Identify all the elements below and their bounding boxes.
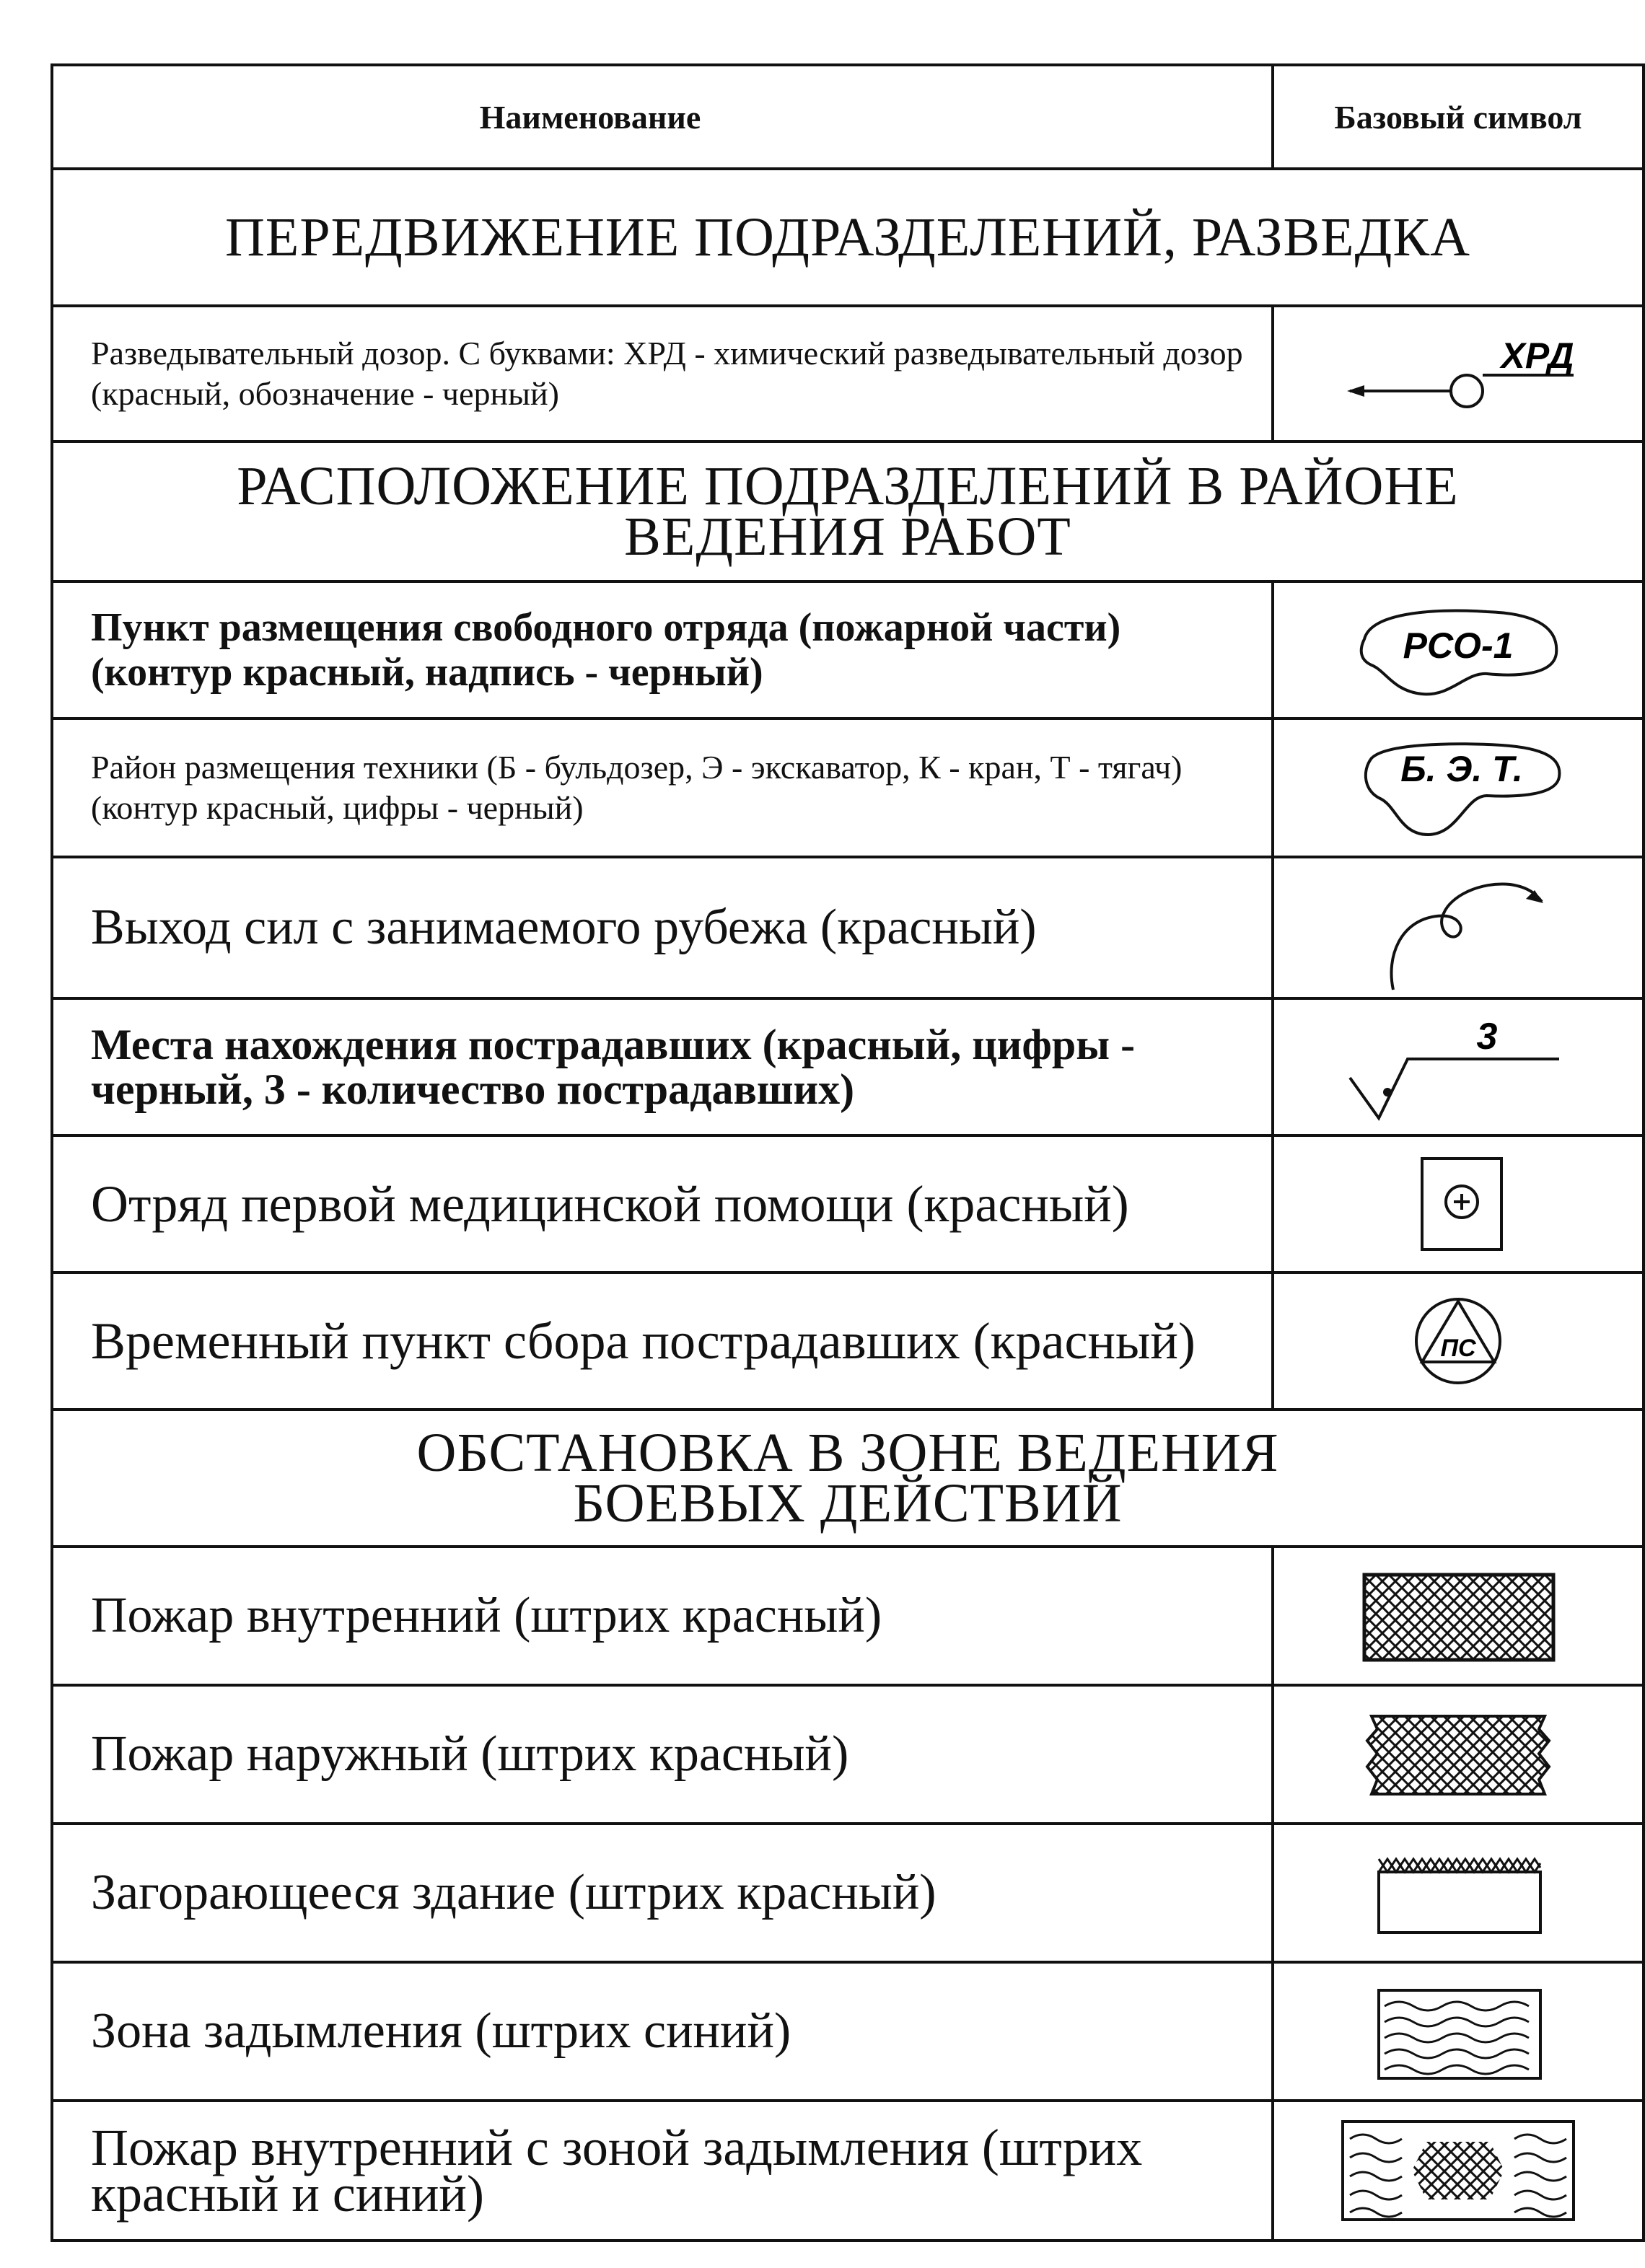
table-row xyxy=(52,1962,1644,2101)
table-row xyxy=(52,1685,1644,1824)
fire-with-smoke-icon xyxy=(1321,2113,1595,2228)
table-row xyxy=(52,1273,1644,1410)
table-row xyxy=(52,998,1644,1135)
header-name: Наименование xyxy=(52,65,1273,169)
section-title: ПЕРЕДВИЖЕНИЕ ПОДРАЗДЕЛЕНИЙ, РАЗВЕДКА xyxy=(52,169,1644,306)
medical-cross-icon xyxy=(1386,1150,1530,1258)
table-row xyxy=(52,306,1644,441)
section-deployment xyxy=(52,441,1644,581)
section-title-line1: РАСПОЛОЖЕНИЕ ПОДРАЗДЕЛЕНИЙ В РАЙОНЕ xyxy=(237,456,1459,517)
row-description: Выход сил с занимаемого рубежа (красный) xyxy=(91,900,1037,955)
row-description: Временный пункт сбора пострадавших (красный) xyxy=(91,1312,1196,1370)
casualty-mark-icon xyxy=(1343,1013,1574,1121)
legend-table xyxy=(51,63,1645,2242)
section-title-line2: ВЕДЕНИЯ РАБОТ xyxy=(624,506,1071,567)
section-situation xyxy=(52,1410,1644,1547)
row-description: Пожар внутренний с зоной задымления (штрих красный и синий) xyxy=(91,2119,1143,2223)
symbol-label: РСО-1 xyxy=(1403,625,1514,666)
symbol-label: Б. Э. Т. xyxy=(1400,749,1523,789)
row-description: Разведывательный дозор. С буквами: ХРД - химический разведывательный дозор (красный, обозначение - черный) xyxy=(91,335,1243,412)
symbol-label: 3 xyxy=(1476,1016,1498,1058)
symbol-label: ХРД xyxy=(1501,335,1574,376)
smoke-zone-icon xyxy=(1350,1977,1566,2085)
table-row xyxy=(52,1547,1644,1685)
collection-point-icon xyxy=(1386,1287,1530,1395)
section-movement xyxy=(52,169,1644,306)
row-description: Пожар наружный (штрих красный) xyxy=(91,1726,849,1782)
row-description: Район размещения техники (Б - бульдозер, Э - экскаватор, К - кран, Т - тягач)(контур красный, цифры - черный) xyxy=(91,749,1183,826)
section-title-line1: ОБСТАНОВКА В ЗОНЕ ВЕДЕНИЯ xyxy=(416,1423,1279,1483)
header-symbol: Базовый символ xyxy=(1273,65,1644,169)
row-description: Отряд первой медицинской помощи (красный) xyxy=(91,1175,1129,1233)
curved-arrow-icon xyxy=(1350,863,1566,993)
crosshatch-rect-icon xyxy=(1350,1562,1566,1670)
outline-area-icon xyxy=(1343,596,1574,704)
section-title-line2: БОЕВЫХ ДЕЙСТВИЙ xyxy=(573,1473,1123,1534)
table-row xyxy=(52,1824,1644,1962)
row-description: Зона задымления (штрих синий) xyxy=(91,2003,791,2059)
table-row xyxy=(52,718,1644,857)
row-description: Места нахождения пострадавших (красный, цифры - черный, 3 - количество пострадавших) xyxy=(91,1021,1136,1113)
row-description: Загорающееся здание (штрих красный) xyxy=(91,1865,936,1920)
table-row xyxy=(52,1135,1644,1273)
table-row xyxy=(52,2101,1644,2241)
header-row xyxy=(52,65,1644,169)
row-description: Пожар внутренний (штрих красный) xyxy=(91,1588,882,1643)
legend-sheet xyxy=(51,63,1582,2242)
symbol-label: ПС xyxy=(1440,1335,1476,1362)
igniting-building-icon xyxy=(1350,1839,1566,1947)
table-row xyxy=(52,857,1644,998)
row-description: Пункт размещения свободного отряда (пожарной части) (контур красный, надпись - черный) xyxy=(91,605,1121,695)
crosshatch-jagged-icon xyxy=(1350,1700,1566,1808)
patrol-arrow-icon xyxy=(1328,330,1588,417)
equipment-area-icon xyxy=(1343,726,1574,849)
table-row xyxy=(52,581,1644,718)
